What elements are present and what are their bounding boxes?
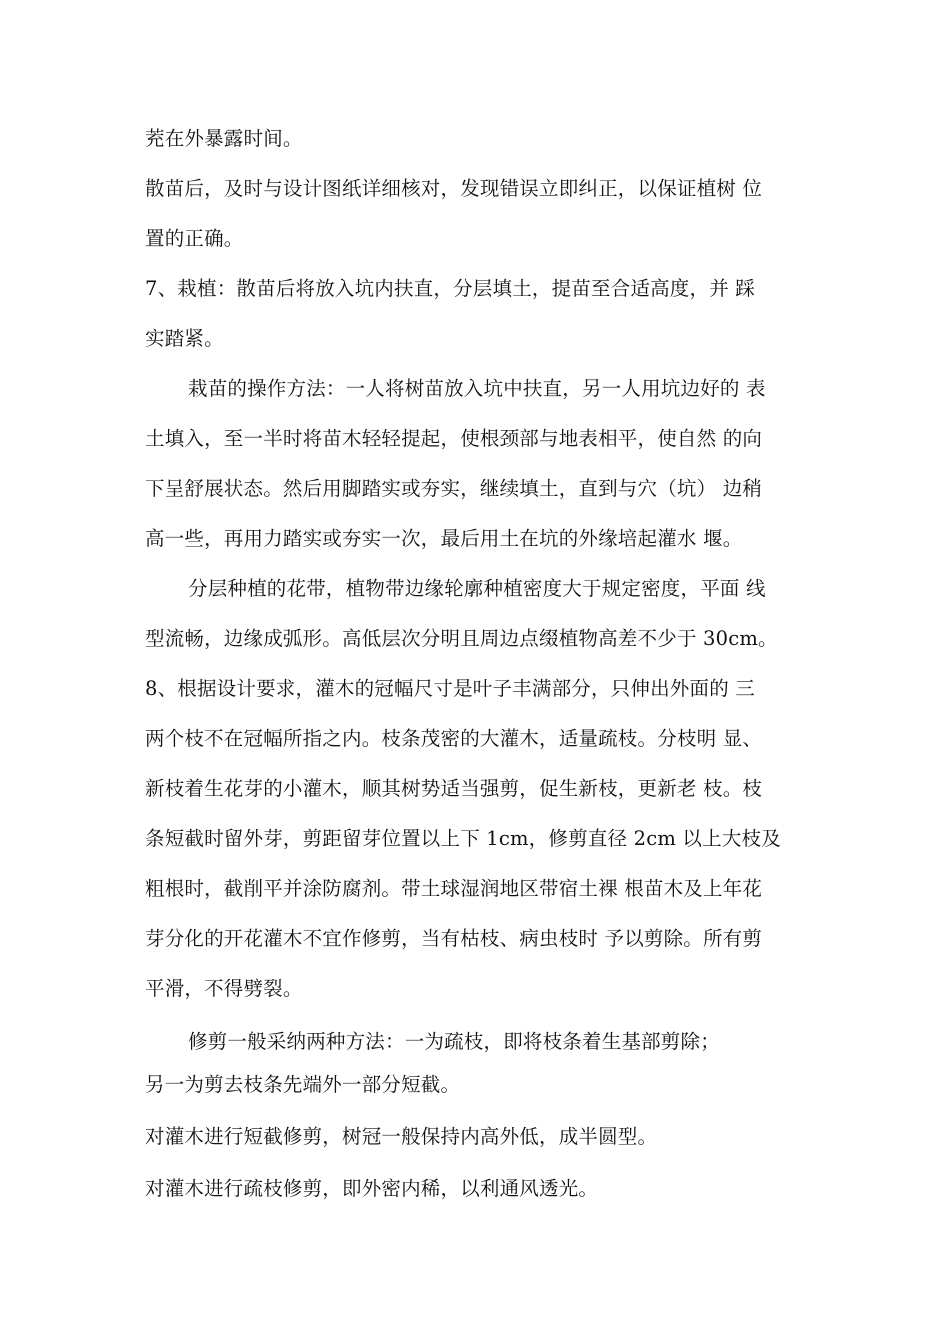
text-line: 新枝着生花芽的小灌木，顺其树势适当强剪，促生新枝，更新老 枝。枝 [145, 777, 763, 800]
text-line: 对灌木进行疏枝修剪，即外密内稀，以利通风透光。 [145, 1177, 599, 1200]
text-line: 实踏紧。 [145, 327, 224, 350]
text-line: 分层种植的花带，植物带边缘轮廓种植密度大于规定密度，平面 线 [188, 577, 766, 600]
text-line: 条短截时留外芽，剪距留芽位置以上下 1cm，修剪直径 2cm 以上大枝及 [145, 827, 781, 850]
text-line: 另一为剪去枝条先端外一部分短截。 [145, 1073, 461, 1096]
text-line: 修剪一般采纳两种方法：一为疏枝，即将枝条着生基部剪除； [188, 1030, 720, 1053]
text-line: 土填入，至一半时将苗木轻轻提起，使根颈部与地表相平，使自然 的向 [145, 427, 763, 450]
text-line: 对灌木进行短截修剪，树冠一般保持内高外低，成半圆型。 [145, 1125, 658, 1148]
text-line: 茺在外暴露时间。 [145, 127, 303, 150]
text-line: 8、根据设计要求，灌木的冠幅尺寸是叶子丰满部分，只伸出外面的 三 [145, 677, 756, 700]
text-line: 栽苗的操作方法：一人将树苗放入坑中扶直，另一人用坑边好的 表 [188, 377, 766, 400]
text-line: 型流畅，边缘成弧形。高低层次分明且周边点缀植物高差不少于 30cm。 [145, 627, 778, 650]
text-line: 粗根时，截削平并涂防腐剂。带土球湿润地区带宿土裸 根苗木及上年花 [145, 877, 763, 900]
text-line: 芽分化的开花灌木不宜作修剪，当有枯枝、病虫枝时 予以剪除。所有剪 [145, 927, 763, 950]
text-line: 置的正确。 [145, 227, 244, 250]
text-line: 平滑，不得劈裂。 [145, 977, 303, 1000]
text-line: 散苗后，及时与设计图纸详细核对，发现错误立即纠正，以保证植树 位 [145, 177, 763, 200]
text-line: 下呈舒展状态。然后用脚踏实或夯实，继续填土，直到与穴（坑） 边稍 [145, 477, 763, 500]
text-line: 7、栽植：散苗后将放入坑内扶直，分层填土，提苗至合适高度，并 踩 [145, 277, 756, 300]
text-line: 两个枝不在冠幅所指之内。枝条茂密的大灌木，适量疏枝。分枝明 显、 [145, 727, 763, 750]
text-line: 高一些，再用力踏实或夯实一次，最后用土在坑的外缘培起灌水 堰。 [145, 527, 743, 550]
